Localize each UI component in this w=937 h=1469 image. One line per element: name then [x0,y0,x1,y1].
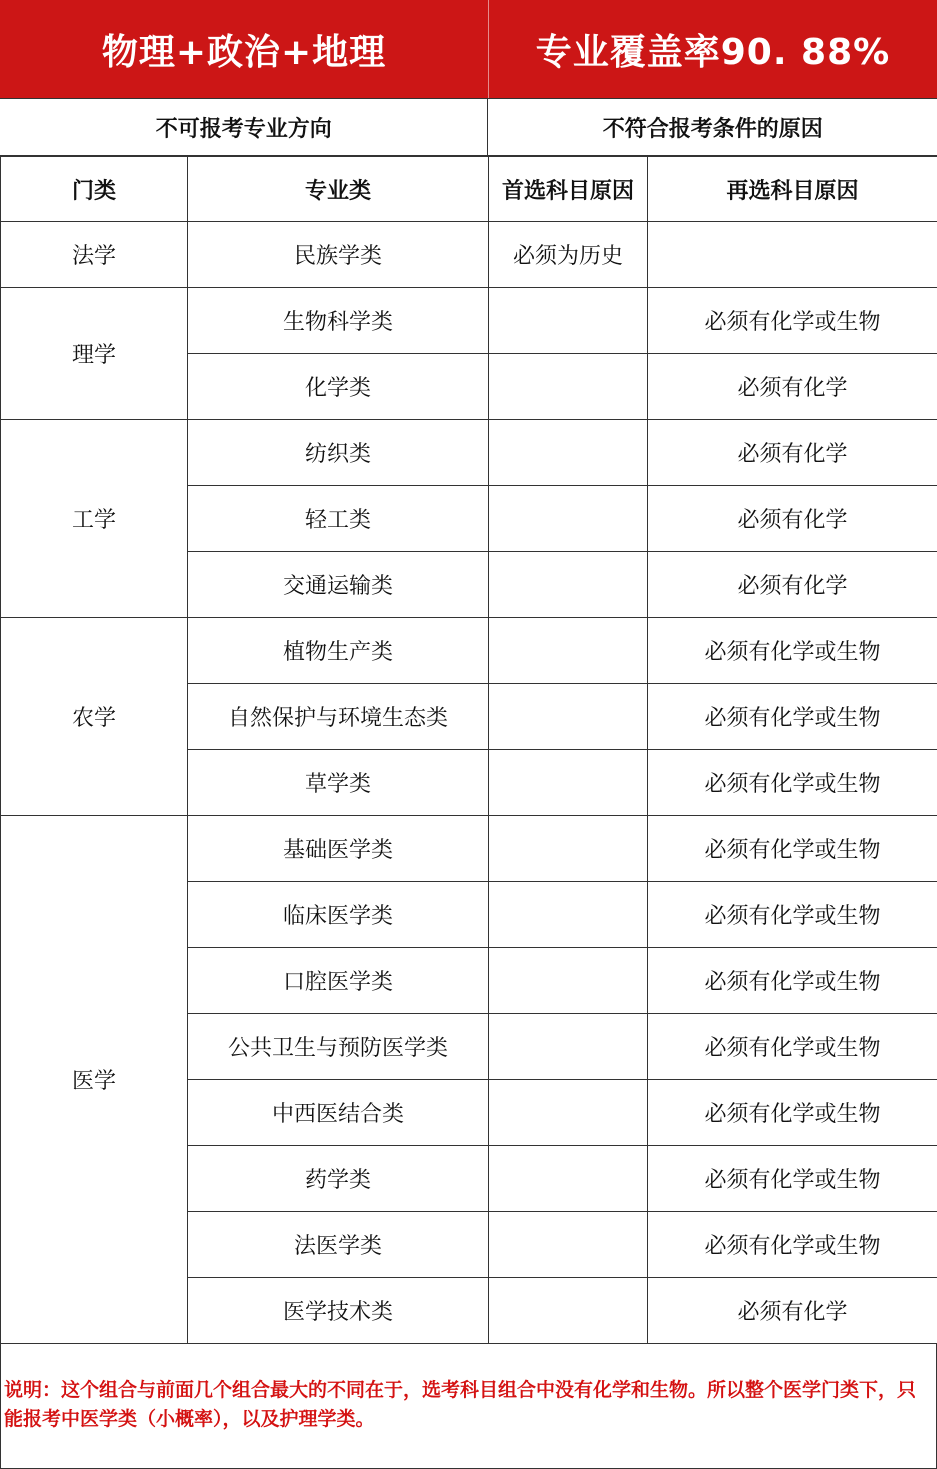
second-subject-reason-cell: 必须有化学或生物 [648,618,937,684]
first-subject-reason-cell [489,882,648,948]
second-subject-reason-cell: 必须有化学 [648,354,937,420]
column-header-category: 门类 [1,157,188,222]
second-subject-reason-cell: 必须有化学 [648,1278,937,1344]
category-cell: 医学 [1,816,188,1344]
first-subject-reason-cell [489,420,648,486]
column-header-major: 专业类 [188,157,489,222]
second-subject-reason-cell: 必须有化学或生物 [648,816,937,882]
major-cell: 基础医学类 [188,816,489,882]
explanation-note: 说明：这个组合与前面几个组合最大的不同在于，选考科目组合中没有化学和生物。所以整个医学门类下，只能报考中医学类（小概率），以及护理学类。 [4,1379,917,1430]
second-subject-reason-cell: 必须有化学或生物 [648,882,937,948]
subject-combo-title: 物理+政治+地理 [0,0,489,98]
majors-table [0,156,937,1344]
second-subject-reason-cell: 必须有化学或生物 [648,1080,937,1146]
category-cell: 农学 [1,618,188,816]
second-subject-reason-cell: 必须有化学或生物 [648,1014,937,1080]
major-cell: 交通运输类 [188,552,489,618]
second-subject-reason-cell: 必须有化学或生物 [648,750,937,816]
major-cell: 公共卫生与预防医学类 [188,1014,489,1080]
second-subject-reason-cell: 必须有化学或生物 [648,948,937,1014]
major-cell: 中西医结合类 [188,1080,489,1146]
first-subject-reason-cell [489,354,648,420]
first-subject-reason-cell [489,618,648,684]
second-subject-reason-cell: 必须有化学 [648,552,937,618]
column-header-first-subject: 首选科目原因 [489,157,648,222]
first-subject-reason-cell [489,1146,648,1212]
table-body [1,222,937,1344]
coverage-rate-title: 专业覆盖率90. 88% [489,0,937,98]
reason-heading: 不符合报考条件的原因 [602,116,823,142]
category-cell: 理学 [1,288,188,420]
column-header-second-subject: 再选科目原因 [648,157,937,222]
second-subject-reason-cell [648,222,937,288]
second-subject-reason-cell: 必须有化学或生物 [648,1212,937,1278]
table-row [1,288,937,354]
major-cell: 药学类 [188,1146,489,1212]
first-subject-reason-cell: 必须为历史 [489,222,648,288]
first-subject-reason-cell [489,486,648,552]
major-cell: 民族学类 [188,222,489,288]
major-cell: 生物科学类 [188,288,489,354]
major-cell: 草学类 [188,750,489,816]
first-subject-reason-cell [489,948,648,1014]
first-subject-reason-cell [489,816,648,882]
first-subject-reason-cell [489,750,648,816]
major-cell: 纺织类 [188,420,489,486]
first-subject-reason-cell [489,288,648,354]
header-band [0,0,937,98]
first-subject-reason-cell [489,1212,648,1278]
second-subject-reason-cell: 必须有化学或生物 [648,684,937,750]
table-row [1,222,937,288]
first-subject-reason-cell [489,1278,648,1344]
major-cell: 口腔医学类 [188,948,489,1014]
first-subject-reason-cell [489,1014,648,1080]
major-cell: 临床医学类 [188,882,489,948]
second-subject-reason-cell: 必须有化学 [648,420,937,486]
first-subject-reason-cell [489,1080,648,1146]
subheader-row [0,98,937,156]
table-row [1,618,937,684]
major-cell: 化学类 [188,354,489,420]
major-cell: 植物生产类 [188,618,489,684]
major-cell: 法医学类 [188,1212,489,1278]
major-cell: 医学技术类 [188,1278,489,1344]
table-row [1,420,937,486]
category-cell: 法学 [1,222,188,288]
table-header-row [1,157,937,222]
major-cell: 自然保护与环境生态类 [188,684,489,750]
unavailable-majors-heading: 不可报考专业方向 [0,99,488,155]
table-row [1,816,937,882]
second-subject-reason-cell: 必须有化学 [648,486,937,552]
category-cell: 工学 [1,420,188,618]
major-cell: 轻工类 [188,486,489,552]
first-subject-reason-cell [489,684,648,750]
second-subject-reason-cell: 必须有化学或生物 [648,288,937,354]
second-subject-reason-cell: 必须有化学或生物 [648,1146,937,1212]
first-subject-reason-cell [489,552,648,618]
